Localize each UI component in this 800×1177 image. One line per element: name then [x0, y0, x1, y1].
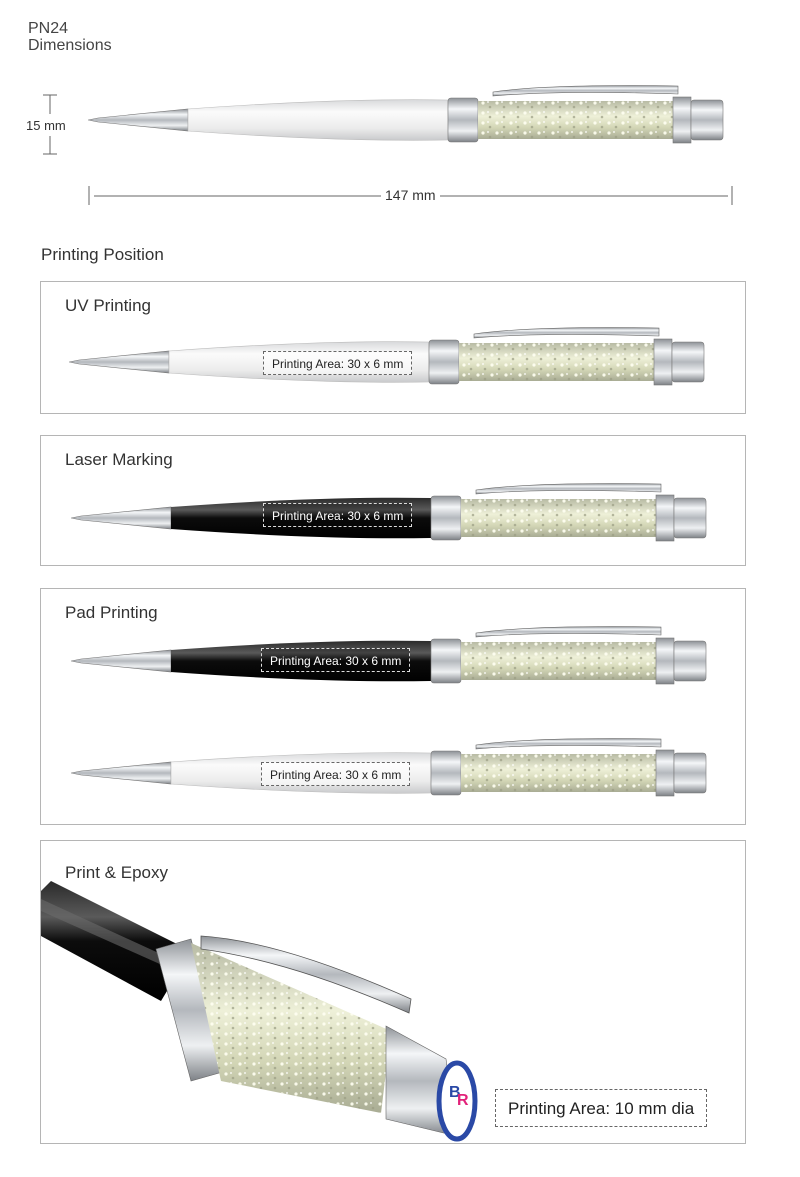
printing-area-box: Printing Area: 30 x 6 mm — [261, 648, 410, 672]
panel-pad-printing — [40, 588, 746, 825]
panel-uv-printing — [40, 281, 746, 414]
epoxy-logo-text — [499, 1087, 500, 1088]
logo-mark: B — [449, 1084, 461, 1101]
pen-closeup-image — [41, 881, 501, 1144]
panel-title: Pad Printing — [65, 603, 158, 622]
product-code-block — [28, 20, 112, 54]
product-subtitle: Dimensions — [28, 37, 112, 54]
printing-position-heading: Printing Position — [41, 245, 164, 264]
panel-title: UV Printing — [65, 296, 151, 315]
printing-area-box: Printing Area: 30 x 6 mm — [261, 762, 410, 786]
printing-area-box: Printing Area: 30 x 6 mm — [263, 351, 412, 375]
dimension-pen-image — [88, 80, 733, 160]
panel-laser-marking — [40, 435, 746, 566]
svg-text:R: R — [457, 1092, 469, 1109]
height-dimension-label: 15 mm — [26, 118, 66, 133]
printing-area-box: Printing Area: 30 x 6 mm — [263, 503, 412, 527]
length-dimension-label: 147 mm — [381, 187, 440, 203]
panel-print-epoxy — [40, 840, 746, 1144]
product-code: PN24 — [28, 20, 69, 37]
panel-title: Print & Epoxy — [65, 863, 168, 882]
printing-area-box: Printing Area: 10 mm dia — [495, 1089, 707, 1127]
panel-title: Laser Marking — [65, 450, 173, 469]
